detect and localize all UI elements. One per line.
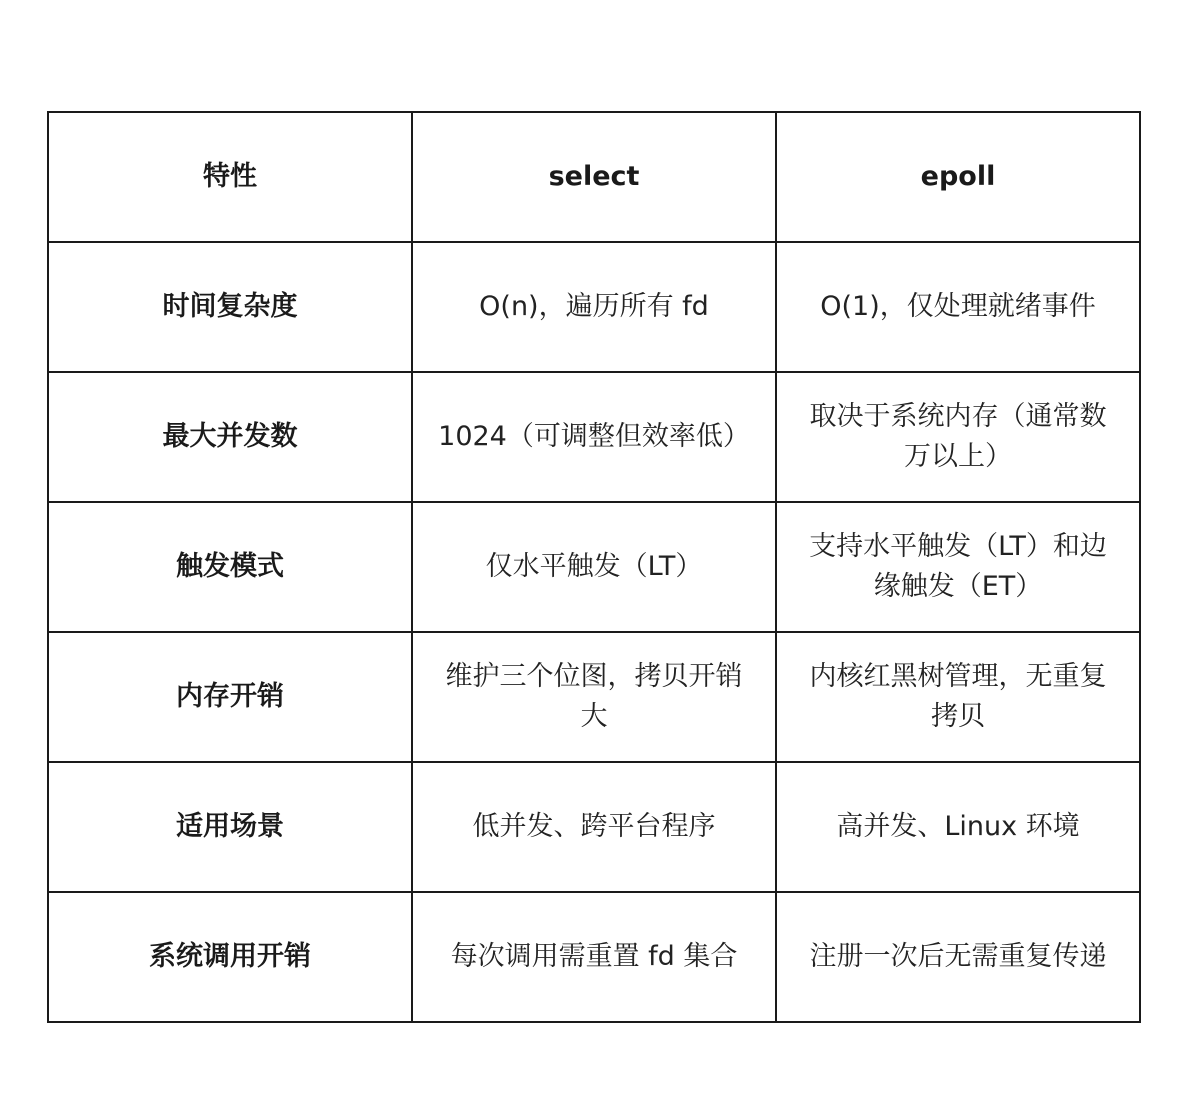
cell-epoll: O(1)，仅处理就绪事件 bbox=[776, 242, 1140, 372]
cell-select: O(n)，遍历所有 fd bbox=[412, 242, 776, 372]
header-feature: 特性 bbox=[48, 112, 412, 242]
table-row bbox=[48, 242, 1140, 372]
cell-epoll: 内核红黑树管理，无重复拷贝 bbox=[776, 632, 1140, 762]
row-label-trigger-mode: 触发模式 bbox=[48, 502, 412, 632]
table-row bbox=[48, 892, 1140, 1022]
cell-select: 1024（可调整但效率低） bbox=[412, 372, 776, 502]
table-row bbox=[48, 502, 1140, 632]
row-label-time-complexity: 时间复杂度 bbox=[48, 242, 412, 372]
cell-select: 低并发、跨平台程序 bbox=[412, 762, 776, 892]
cell-select: 维护三个位图，拷贝开销大 bbox=[412, 632, 776, 762]
cell-epoll: 取决于系统内存（通常数万以上） bbox=[776, 372, 1140, 502]
table-row bbox=[48, 762, 1140, 892]
row-label-syscall-overhead: 系统调用开销 bbox=[48, 892, 412, 1022]
table-row bbox=[48, 372, 1140, 502]
cell-select: 每次调用需重置 fd 集合 bbox=[412, 892, 776, 1022]
table-header-row bbox=[48, 112, 1140, 242]
comparison-table bbox=[47, 111, 1141, 1023]
table-row bbox=[48, 632, 1140, 762]
cell-select: 仅水平触发（LT） bbox=[412, 502, 776, 632]
header-select: select bbox=[412, 112, 776, 242]
row-label-use-case: 适用场景 bbox=[48, 762, 412, 892]
cell-epoll: 高并发、Linux 环境 bbox=[776, 762, 1140, 892]
row-label-memory-overhead: 内存开销 bbox=[48, 632, 412, 762]
cell-epoll: 支持水平触发（LT）和边缘触发（ET） bbox=[776, 502, 1140, 632]
header-epoll: epoll bbox=[776, 112, 1140, 242]
row-label-max-concurrency: 最大并发数 bbox=[48, 372, 412, 502]
cell-epoll: 注册一次后无需重复传递 bbox=[776, 892, 1140, 1022]
